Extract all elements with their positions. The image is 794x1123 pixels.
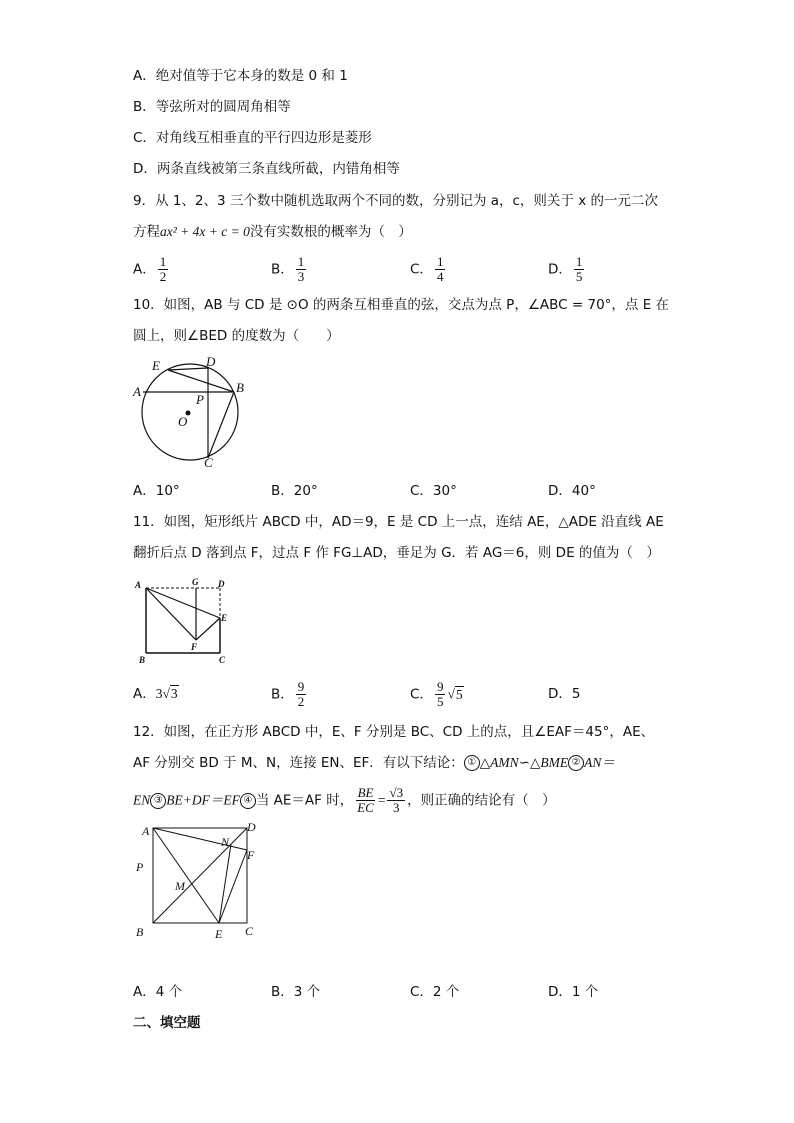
q12-stem-line1: 12．如图，在正方形 ABCD 中，E、F 分别是 BC、CD 上的点，且∠EAF＝45°，AE、 [133,724,655,740]
q9-stem-line2 [133,222,412,242]
q9-option-d [548,255,586,284]
q12-label-c: C [245,924,254,938]
q10-circle-figure [130,356,250,471]
q11-label-e: E [221,613,228,623]
q10-segment-ed [168,368,208,370]
q9-stem-line1: 9．从 1、2、3 三个数中随机选取两个不同的数，分别记为 a，c，则关于 x 的一元二次 [133,193,658,209]
q11-option-c-radicand: 5 [455,686,463,702]
q8-option-d: D．两条直线被第三条直线所截，内错角相等 [133,161,400,177]
q12-conclusion-3: BE+DF＝EF [166,792,240,808]
q10-label-d: D [206,356,216,369]
q12-label-p: P [136,860,144,874]
q10-stem-line2: 圆上，则∠BED 的度数为（ ） [133,328,340,344]
q12-stem-line2 [133,753,615,773]
q10-label-p: P [196,392,204,407]
q9-option-d-den: 5 [575,269,583,284]
q12-conclusion-4-pre: 当 AE＝AF 时， [255,792,354,809]
q12-stem-post: ，则正确的结论有（ ） [407,792,556,809]
q10-label-e: E [152,358,160,373]
q9-equation: ax² + 4x + c = 0 [160,224,250,239]
q11-option-c-label: C． [410,686,433,703]
q11-option-c [410,680,464,709]
q9-option-d-label: D． [548,261,572,278]
q10-segment-eb [168,370,234,392]
q12-diagonal-bd [153,828,247,923]
q10-label-o: O [178,414,188,429]
q10-option-c: C．30° [410,483,457,499]
q9-option-c-num: 1 [436,254,444,269]
q12-conclusion-1: △AMN∽△BME [479,755,569,770]
q12-label-f: F [247,848,255,862]
q11-label-g: G [192,577,199,587]
q11-segment-ae [146,588,220,618]
q9-option-c-fraction [435,255,446,284]
q9-option-b [271,255,308,284]
q12-label-n: N [221,835,230,849]
q11-rectangle-figure [132,576,238,668]
q11-label-b: B [139,655,146,665]
q8-option-b: B．等弦所对的圆周角相等 [133,99,291,115]
q12-equals: = [377,792,386,808]
q10-option-b: B．20° [271,483,318,499]
q10-label-c: C [204,455,213,470]
q9-stem-pre: 方程 [133,224,160,240]
q11-label-a: A [135,580,142,590]
q10-stem-line1: 10．如图，AB 与 CD 是 ⊙O 的两条互相垂直的弦，交点为点 P，∠ABC = 70°，点 E 在 [133,297,670,313]
q11-option-a-coef: 3 [155,686,163,701]
q10-option-a: A．10° [133,483,180,499]
q12-option-c: C．2 个 [410,984,460,1000]
q11-label-d: D [218,579,225,589]
q11-option-b-num: 9 [297,679,305,694]
q11-label-c: C [219,655,226,665]
q10-label-a: A [133,384,141,399]
q12-conclusion-3-mark: ③ [150,793,166,809]
q11-option-c-sqrt: √5 [447,686,463,702]
q12-ratio-den: EC [357,800,374,815]
q11-stem-line2: 翻折后点 D 落到点 F，过点 F 作 FG⊥AD，垂足为 G．若 AG＝6，则 DE 的值为（ ） [133,545,660,561]
q12-conclusion-2-cont: EN [133,792,151,808]
q9-option-d-num: 1 [575,254,583,269]
q11-stem-line1: 11．如图，矩形纸片 ABCD 中，AD＝9，E 是 CD 上一点，连结 AE，△ADE 沿直线 AE [133,514,664,530]
q9-option-a-den: 2 [159,269,167,284]
q11-segment-fe [196,618,220,640]
q12-ratio-num: BE [357,785,374,800]
q12-segment-ae [153,828,219,923]
q9-option-b-num: 1 [297,254,305,269]
q12-ratio-fraction [355,786,376,815]
q8-option-a: A．绝对值等于它本身的数是 0 和 1 [133,68,348,84]
q8-option-c: C．对角线互相垂直的平行四边形是菱形 [133,130,372,146]
q12-label-a: A [142,824,150,838]
q12-label-b: B [136,925,144,939]
q9-option-d-fraction [574,255,585,284]
q9-option-a-fraction [158,255,169,284]
q12-segment-af [153,828,247,850]
q12-segment-en [219,844,231,923]
q12-rhs-den: 3 [393,800,400,815]
q12-option-a: A．4 个 [133,984,183,1000]
q12-option-d: D．1 个 [548,984,599,1000]
q9-option-c-den: 4 [436,269,444,284]
q12-conclusion-4-mark: ④ [240,793,256,809]
q12-label-d: D [247,820,256,834]
q11-option-c-fraction [435,680,446,709]
q12-rhs-fraction [387,786,405,815]
q12-label-m: M [175,879,185,893]
q12-rhs-radicand: 3 [396,785,404,800]
q11-option-a [133,684,179,704]
q11-option-c-den: 5 [436,694,444,709]
q12-segment-ef [219,850,247,923]
q9-option-a-num: 1 [159,254,167,269]
q10-option-d: D．40° [548,483,596,499]
q11-option-d: D．5 [548,686,581,702]
q9-option-b-den: 3 [297,269,305,284]
q11-option-b-fraction [296,680,307,709]
q11-segment-af [146,588,196,640]
q12-rhs-num: √3 [389,785,404,800]
q9-stem-post: 没有实数根的概率为（ ） [249,224,412,240]
q12-square-figure [130,818,262,944]
q12-stem-line2-text: AF 分别交 BD 于 M、N，连接 EN、EF．有以下结论： [133,755,464,771]
q9-option-b-fraction [296,255,307,284]
q12-stem-line3 [133,786,556,815]
q11-option-c-num: 9 [436,679,444,694]
q11-option-b [271,680,308,709]
q11-option-a-label: A． [133,686,156,702]
q11-label-f: F [191,642,198,652]
q9-option-c [410,255,447,284]
q10-label-b: B [236,380,244,395]
q11-option-a-value: 3√3 [155,686,178,701]
q9-option-a [133,255,170,284]
q12-option-b: B．3 个 [271,984,321,1000]
q9-option-c-label: C． [410,261,433,278]
q9-option-a-label: A． [133,261,156,278]
q12-conclusion-2-mark: ② [568,755,584,771]
q11-option-b-den: 2 [297,694,305,709]
q12-conclusion-2: AN＝ [584,755,615,770]
section-title: 二、填空题 [133,1015,201,1031]
q11-option-a-radicand: 3 [170,686,178,701]
q9-option-b-label: B． [271,261,294,278]
q12-label-e: E [215,927,223,941]
q11-option-b-label: B． [271,686,294,703]
q12-conclusion-1-mark: ① [464,755,480,771]
